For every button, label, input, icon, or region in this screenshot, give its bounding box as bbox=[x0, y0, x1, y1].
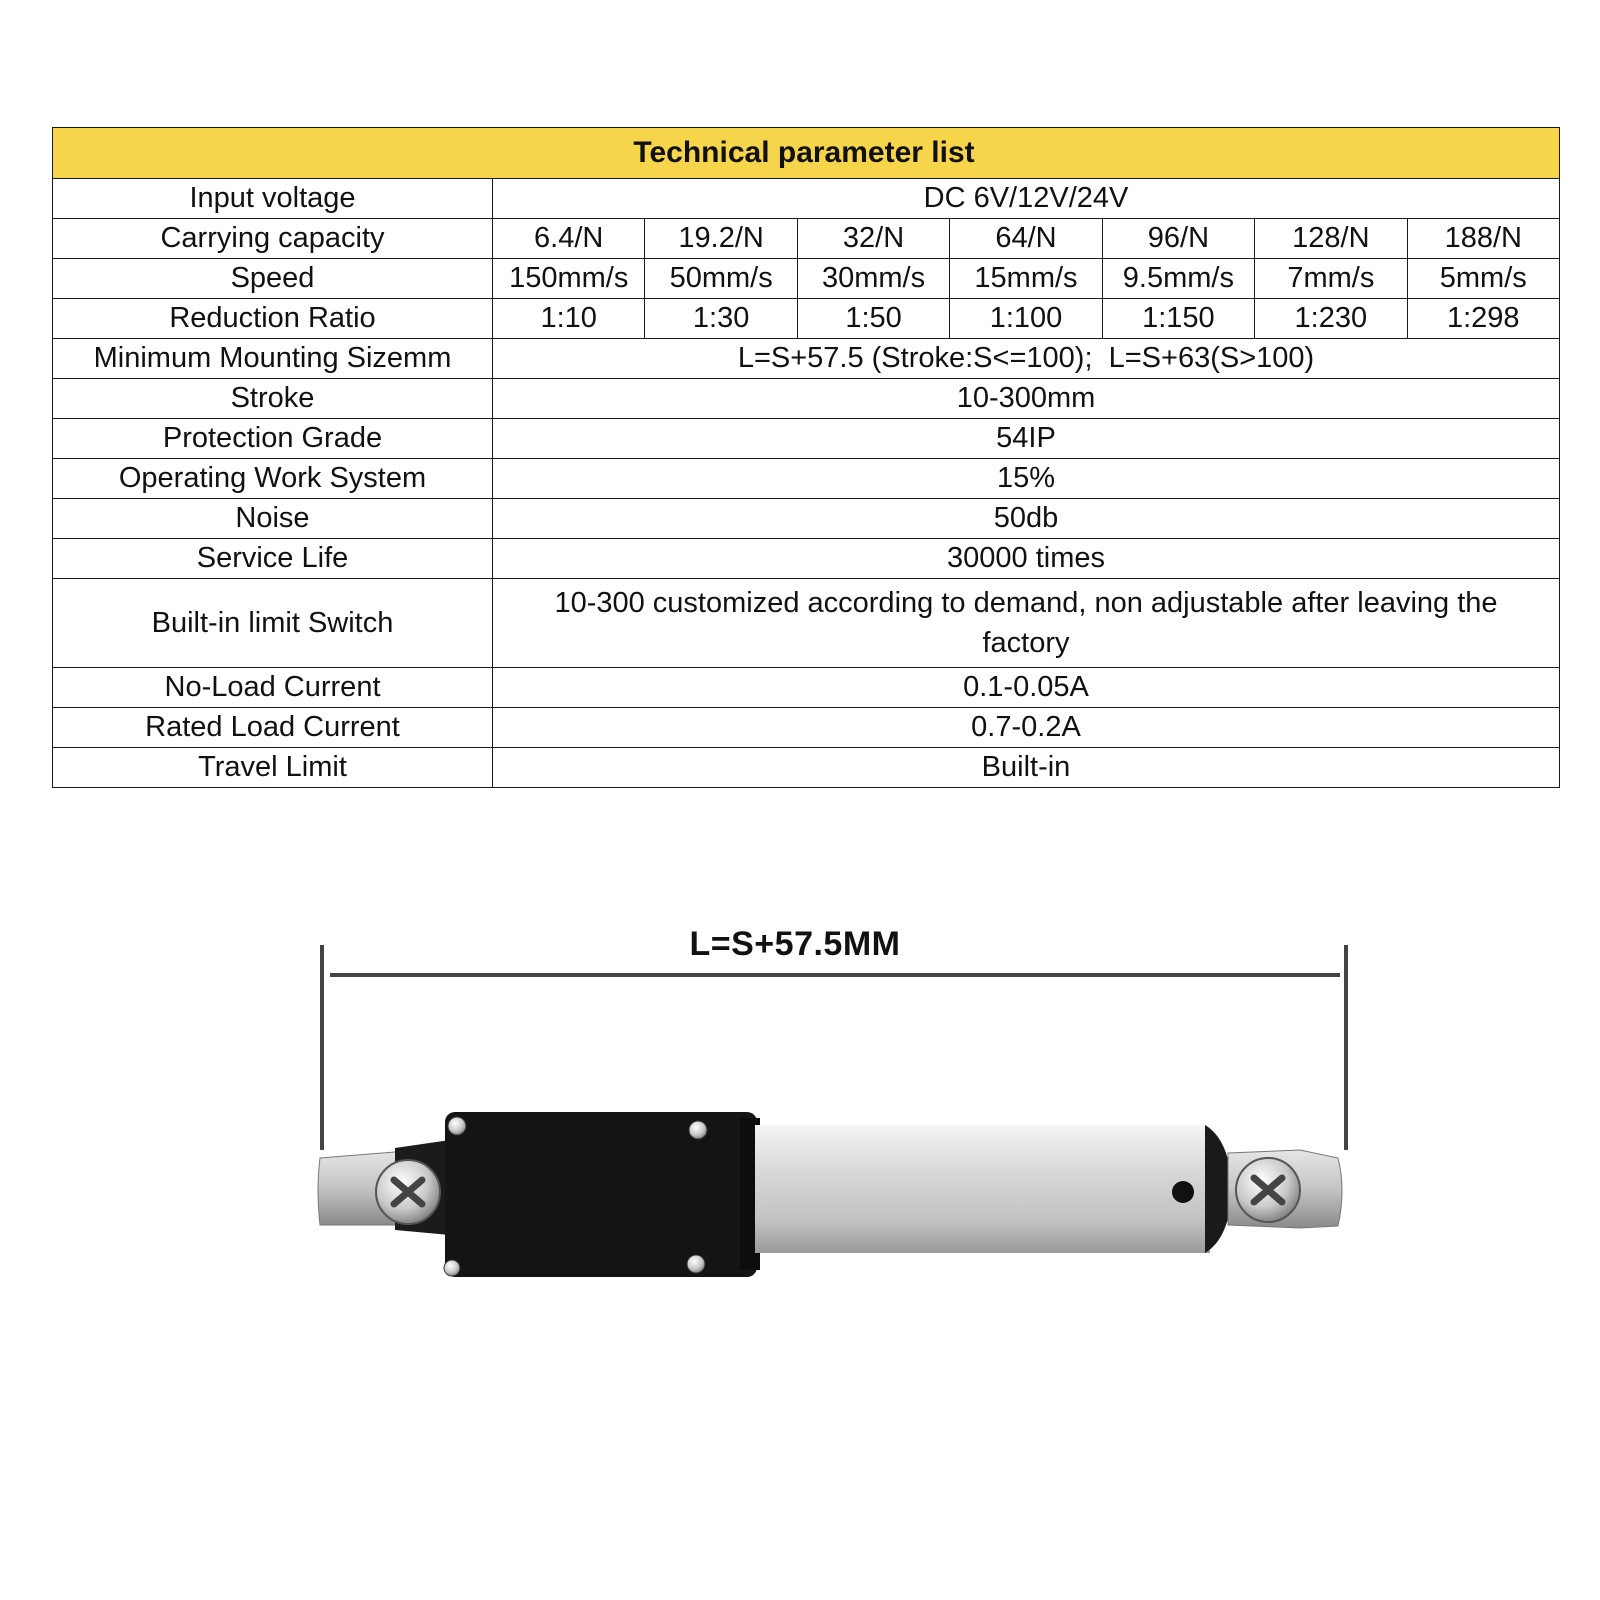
row-value: 54IP bbox=[493, 419, 1560, 459]
row-value: 10-300mm bbox=[493, 379, 1560, 419]
table-row-rated-load-current bbox=[53, 708, 1560, 748]
table-row-service-life bbox=[53, 539, 1560, 579]
left-mounting-bracket bbox=[318, 1140, 450, 1235]
capacity-cell: 128/N bbox=[1255, 219, 1407, 259]
row-label: Protection Grade bbox=[53, 419, 493, 459]
capacity-cell: 19.2/N bbox=[645, 219, 797, 259]
row-value: 0.1-0.05A bbox=[493, 668, 1560, 708]
row-value: 10-300 customized according to demand, non adjustable after leaving the factory bbox=[493, 579, 1560, 668]
table-row-noise bbox=[53, 499, 1560, 539]
table-row-input-voltage bbox=[53, 179, 1560, 219]
ratio-cell: 1:298 bbox=[1407, 299, 1559, 339]
table-row-travel-limit bbox=[53, 748, 1560, 788]
ratio-cell: 1:230 bbox=[1255, 299, 1407, 339]
motor-housing bbox=[445, 1112, 760, 1277]
ratio-cell: 1:10 bbox=[493, 299, 645, 339]
ratio-cell: 1:50 bbox=[797, 299, 949, 339]
dimension-line bbox=[322, 945, 1346, 1150]
speed-cell: 5mm/s bbox=[1407, 259, 1559, 299]
table-row-no-load-current bbox=[53, 668, 1560, 708]
left-bracket-screw bbox=[376, 1160, 440, 1224]
capacity-cell: 96/N bbox=[1102, 219, 1254, 259]
row-value: 50db bbox=[493, 499, 1560, 539]
row-label: Rated Load Current bbox=[53, 708, 493, 748]
row-label: Operating Work System bbox=[53, 459, 493, 499]
row-label: Speed bbox=[53, 259, 493, 299]
row-value: DC 6V/12V/24V bbox=[493, 179, 1560, 219]
actuator-tube bbox=[755, 1125, 1232, 1253]
row-label: No-Load Current bbox=[53, 668, 493, 708]
row-label: Built-in limit Switch bbox=[53, 579, 493, 668]
speed-cell: 9.5mm/s bbox=[1102, 259, 1254, 299]
row-value: Built-in bbox=[493, 748, 1560, 788]
capacity-cell: 6.4/N bbox=[493, 219, 645, 259]
row-value: 30000 times bbox=[493, 539, 1560, 579]
ratio-cell: 1:150 bbox=[1102, 299, 1254, 339]
row-label: Reduction Ratio bbox=[53, 299, 493, 339]
capacity-cell: 188/N bbox=[1407, 219, 1559, 259]
row-value: 0.7-0.2A bbox=[493, 708, 1560, 748]
speed-cell: 7mm/s bbox=[1255, 259, 1407, 299]
row-label: Service Life bbox=[53, 539, 493, 579]
capacity-cell: 64/N bbox=[950, 219, 1102, 259]
ratio-cell: 1:30 bbox=[645, 299, 797, 339]
table-title: Technical parameter list bbox=[53, 128, 1560, 179]
row-value: 15% bbox=[493, 459, 1560, 499]
row-label: Stroke bbox=[53, 379, 493, 419]
row-value: L=S+57.5 (Stroke:S<=100); L=S+63(S>100) bbox=[493, 339, 1560, 379]
table-row-reduction-ratio bbox=[53, 299, 1560, 339]
row-label: Carrying capacity bbox=[53, 219, 493, 259]
table-row-min-mounting-size bbox=[53, 339, 1560, 379]
technical-parameter-table bbox=[52, 127, 1560, 788]
capacity-cell: 32/N bbox=[797, 219, 949, 259]
table-row-stroke bbox=[53, 379, 1560, 419]
speed-cell: 50mm/s bbox=[645, 259, 797, 299]
row-label: Input voltage bbox=[53, 179, 493, 219]
table-row-protection-grade bbox=[53, 419, 1560, 459]
row-label: Minimum Mounting Sizemm bbox=[53, 339, 493, 379]
table-row-speed bbox=[53, 259, 1560, 299]
table-row-operating-work-system bbox=[53, 459, 1560, 499]
right-bracket-screw bbox=[1236, 1158, 1300, 1222]
row-label: Noise bbox=[53, 499, 493, 539]
dimension-label: L=S+57.5MM bbox=[689, 925, 901, 963]
right-mounting-bracket bbox=[1228, 1150, 1342, 1228]
speed-cell: 150mm/s bbox=[493, 259, 645, 299]
speed-cell: 15mm/s bbox=[950, 259, 1102, 299]
table-header-row bbox=[53, 128, 1560, 179]
speed-cell: 30mm/s bbox=[797, 259, 949, 299]
housing-screws bbox=[444, 1117, 707, 1276]
row-label: Travel Limit bbox=[53, 748, 493, 788]
table-row-carrying-capacity bbox=[53, 219, 1560, 259]
table-row-limit-switch bbox=[53, 579, 1560, 668]
ratio-cell: 1:100 bbox=[950, 299, 1102, 339]
